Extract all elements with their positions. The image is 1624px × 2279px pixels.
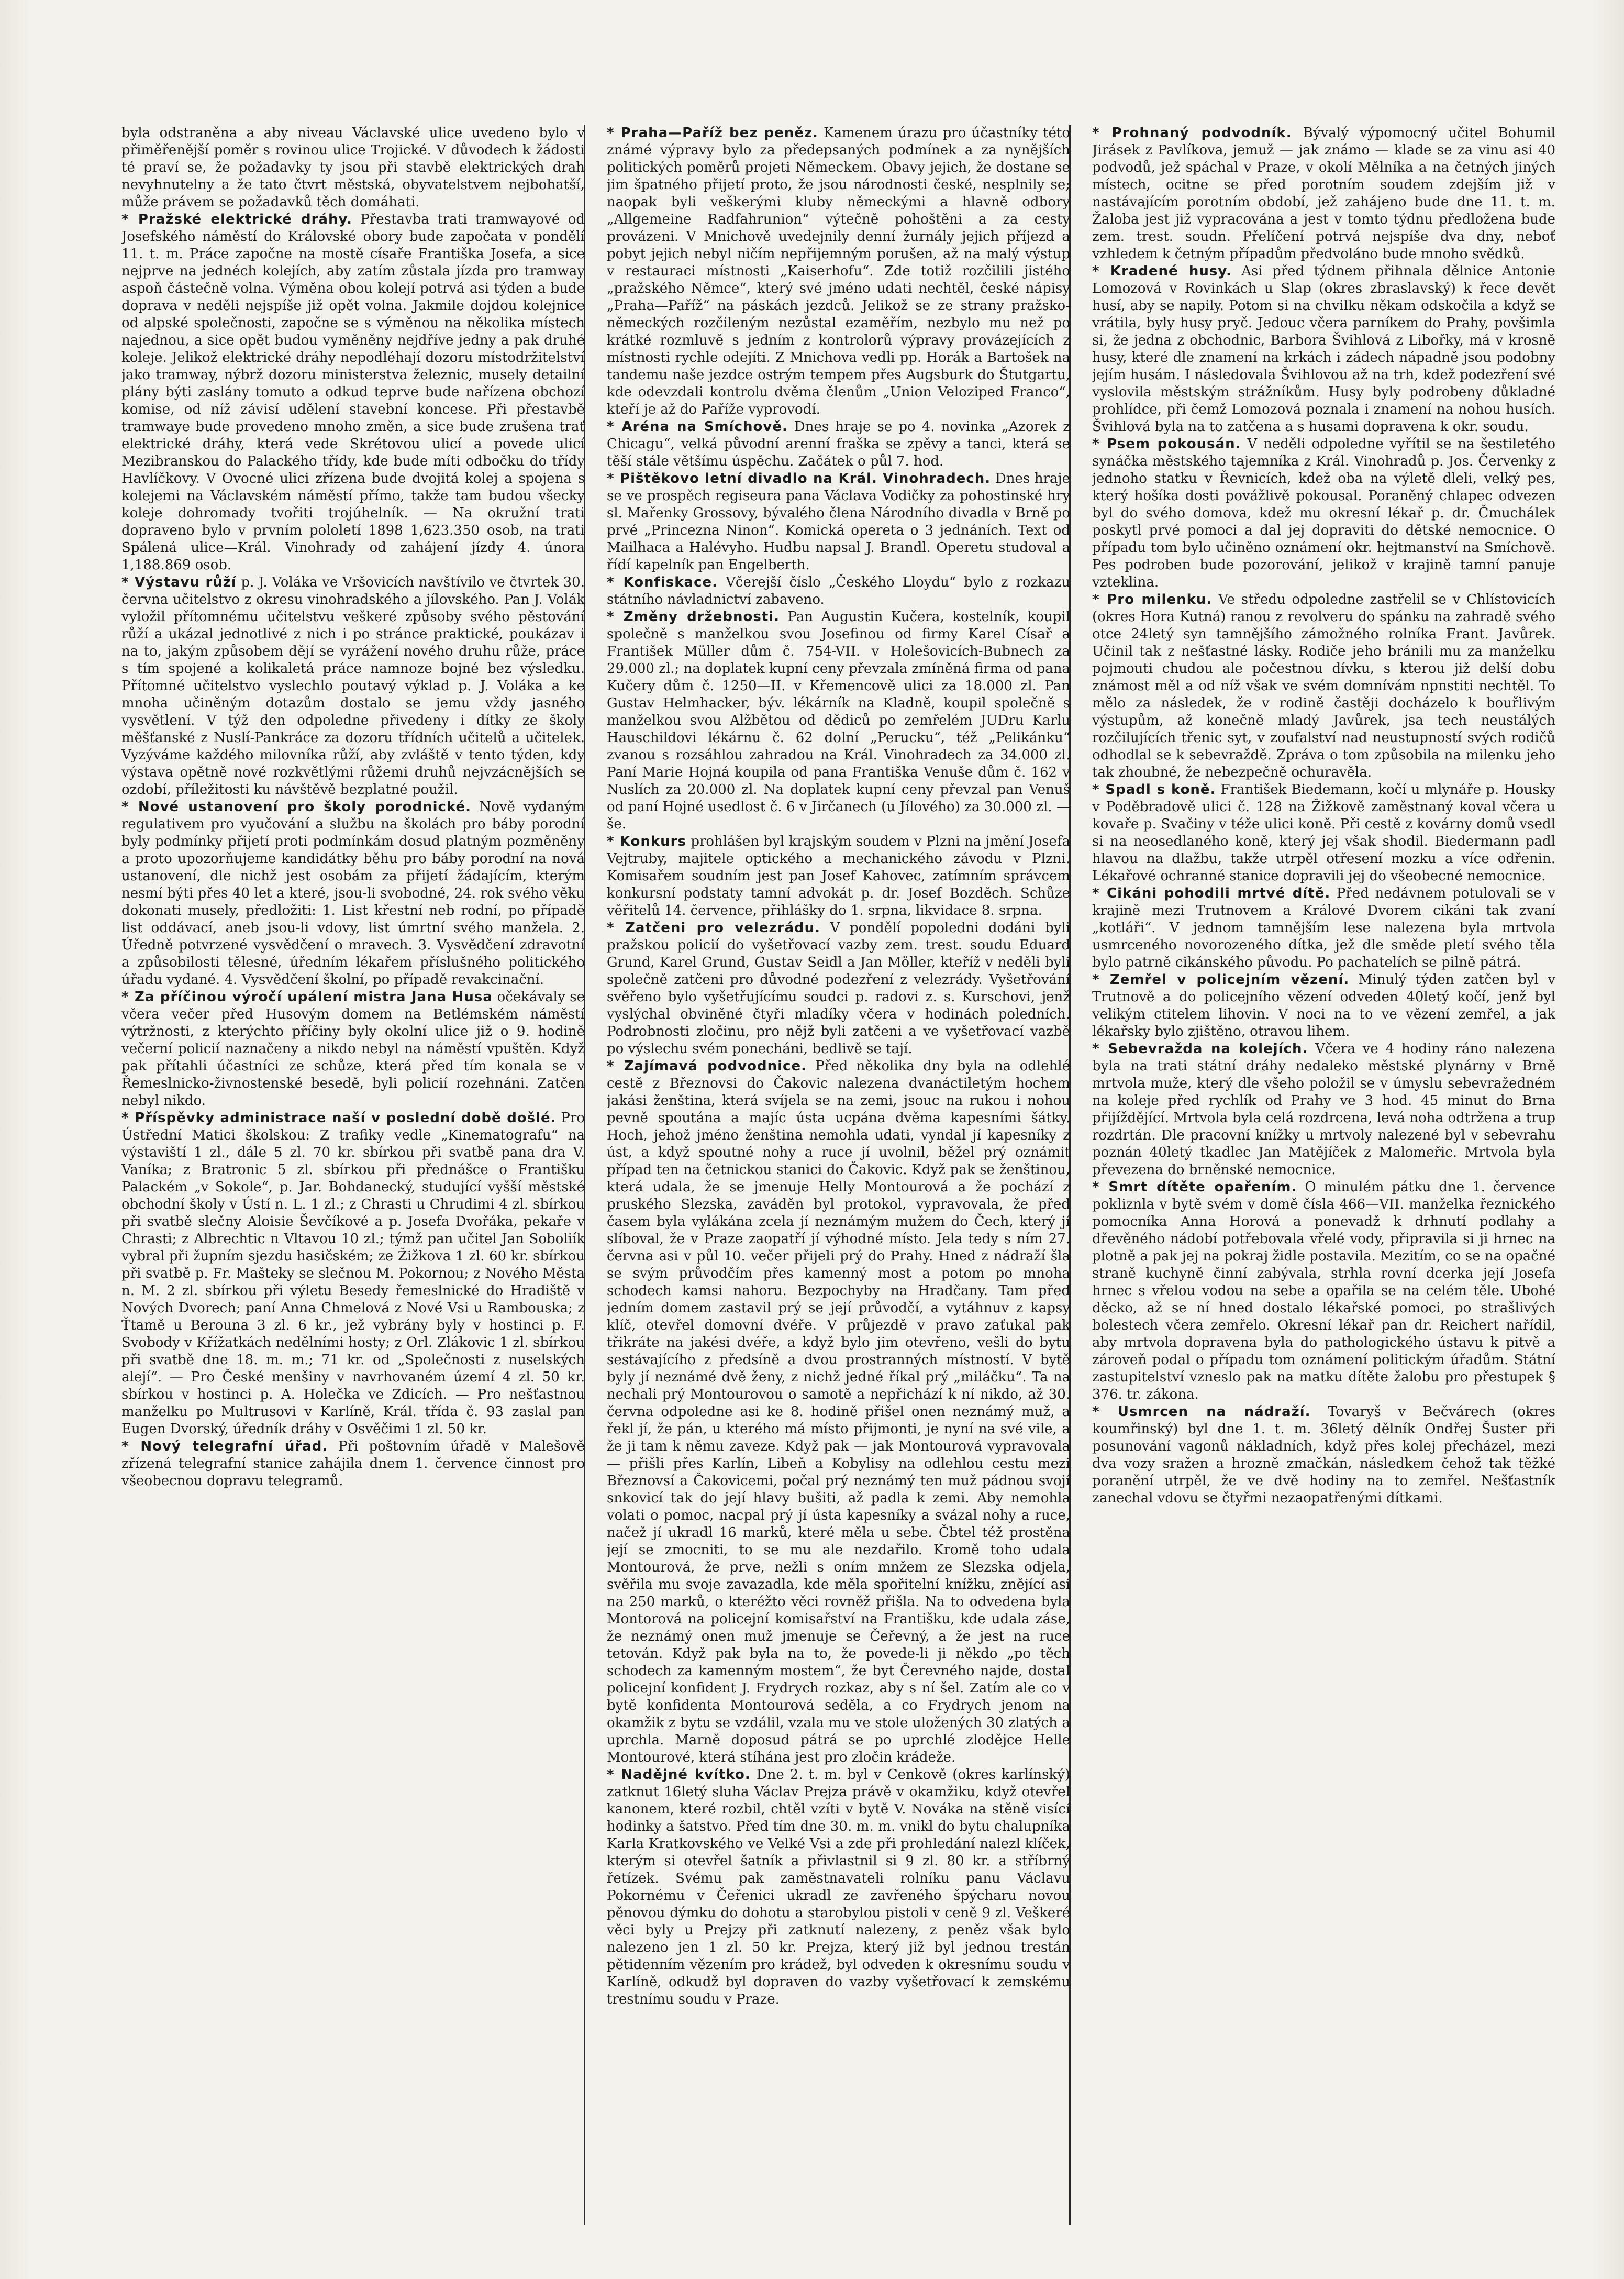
article-heading: * Konfiskace. xyxy=(607,574,718,590)
article-body: byla odstraněna a aby niveau Václavské ulice uvedeno bylo v přiměřenější poměr s rovinou ulice Trojické. V důvodech k žádosti té praví se, že požadavky ty jsou při stavbě elektrických drah nevyhnutelny a že tato čtvrt městská, obyvatelstvem nejbohatší, může právem se požadavků těch domáhati. xyxy=(121,125,585,210)
article-body: Asi před týdnem přihnala dělnice Antonie Lomozová v Rovinkách u Slap (okres zbraslavský) k řece devět husí, aby se napily. Potom si na chvilku někam odskočila a když se vrátila, byly husy pryč. Jedouc včera parníkem do Prahy, povšimla si, že jedna z obchodnic, Barbora Švihlová z Libořky, má v krosně husy, které dle znamení na krkách i zádech nápadně jsou podobny jejím husám. I následovala Švihlovou až na trh, kdež podezření své vyslovila městským strážníkům. Husy byly podrobeny důkladné prohlídce, při čemž Lomozová poznala i znamení na nohou husích. Švihlová byla na to zatčena a s husami dopravena k okr. soudu. xyxy=(1092,263,1555,435)
column-right xyxy=(1092,125,1555,2230)
article-heading: * Pro milenku. xyxy=(1092,592,1213,607)
article-paragraph xyxy=(121,1438,585,1490)
column-left xyxy=(121,125,585,2230)
article-body: Kamenem úrazu pro účastníky této známé výpravy bylo za předepsaných podmínek a za nynějších politických poměrů projeti Německem. Obavy jejich, že dostane se jim špatného přijetí proto, že jsou národnosti české, nesplnily se; naopak byli veškerými kluby německými a hlavně odbory „Allgemeine Radfahrunion“ výtečně pohoštěni a za cesty provázeni. V Mnichově uvedejnily denní žurnály jejich příjezd a pobyt jejich nebyl ničím nepřijemným porušen, až na malý výstup v restauraci místnosti „Kaiserhofu“. Zde totiž rozčilili jistého „pražského Němce“, který své jméno udati nechtěl, české nápisy „Praha—Paříž“ na páskách jezdců. Jelikož se ze strany pražsko-německých rozčileným nezůstal ezaměřím, nezbylo mu než po krátké rozmluvě s jedním z kontrolorů výpravy provázejících z místnosti rychle odejíti. Z Mnichova vedli pp. Horák a Bartošek na tandemu naše jezdce ostrým tempem přes Augsburk do Štutgartu, kde odevzdali kontrolu dvěma členům „Union Veloziped Franco“, kteří je až do Paříže vyprovodí. xyxy=(607,125,1070,417)
article-body: očekávaly se včera večer před Husovým domem na Betlémském náměstí výtržnosti, z kterýchto příčiny byly okolní ulice již o 9. hodině večerní policií naznačeny a nikdo nebyl na náměstí vpuštěn. Když pak přítahli účastníci ze schůze, která před tím konala se v Řemeslnicko-živnostenské besedě, byli policií rozehnáni. Zatčen nebyl nikdo. xyxy=(121,989,585,1109)
article-body: Přestavba trati tramwayové od Josefského náměstí do Královské obory bude započata v pondělí 11. t. m. Práce započne na mostě císaře Františka Josefa, a sice nejprve na jednéch kolejích, aby zatím zůstala jízda pro tramway aspoň částečně volna. Výměna obou kolejí potrvá asi týden a bude doprava v neděli nejspíše již opět volna. Jakmile dojdou kolejnice od alpské společnosti, započne se s výměnou na několika místech najednou, a sice opět budou vyměněny nejdříve jedny a pak druhé koleje. Jelikož elektrické dráhy nepodléhají dozoru místodržitelství jako tramway, nýbrž dozoru ministerstva železnic, musely detailní plány býti zaslány tomuto a odkud teprve bude nařízena obchozí komise, od níž závisí udělení stavební koncese. Při přestavbě tramwaye bude provedeno mnoho změn, a sice bude zrušena trať elektrické dráhy, která vede Skrétovou ulicí a povede ulicí Mezibranskou do Palackého třídy, kde bude míti odbočku do třídy Havlíčkovy. V Ovocné ulici zřízena bude dvojitá kolej a spojena s kolejemi na Václavském náměstí přímo, takže tam budou všecky koleje dohromady tvořiti trojúhelník. — Na okružní trati dopraveno bylo v prvním pololetí 1898 1,623.350 osob, na trati Spálená ulice—Král. Vinohrady od zahájení jízdy 4. února 1,188.869 osob. xyxy=(121,212,585,573)
article-heading: * Smrt dítěte opařením. xyxy=(1092,1179,1297,1195)
article-paragraph xyxy=(607,1766,1070,2008)
article-body: V neděli odpoledne vyřítil se na šestiletého synáčka městského tajemníka z Král. Vinohradů p. Jos. Červenky z jednoho statku v Řevnicích, kdež oba na výletě dleli, velký pes, který hošíka dosti povážlivě pokousal. Poraněný chlapec odvezen byl do svého domova, kdež mu okresní lékař p. dr. Čmuchálek poskytl prvé pomoci a dal jej dopraviti do dětské nemocnice. O případu tom bylo učiněno oznámení okr. hejtmanství na Smíchově. Pes podroben bude pozorování, jelikož v krajině tamní panuje vzteklina. xyxy=(1092,436,1555,590)
article-body: p. J. Voláka ve Vršovicích navštívilo ve čtvrtek 30. června učitelstvo z okresu vinohradského a jílovského. Pan J. Volák vyložil přítomnému učitelstvu veškeré způsoby svého pěstování růží a ukázal jednotlivé z nich i po stránce praktické, poukázav i na to, jakým způsobem dějí se vyrážení nového druhu růže, práce s tím spojené a kolikaletá práce namnoze bojné bez výsledku. Přítomné učitelstvo vyslechlo poutavý výklad p. J. Voláka a ke mnoha učiněným dotazům dostalo se jemu vždy jasného vysvětlení. V týž den odpoledne přivedeny i dítky ze školy měšťanské z Nuslí-Pankráce za dozoru třídních učitelů a učitelek. Vyzýváme každého milovníka růží, aby zvláště v tento týden, kdy výstava opětně nové rozkvětlými růžemi druhů nejvzácnějších se ozdobí, příležitosti ku návštěvě bezplatné použil. xyxy=(121,574,585,798)
article-paragraph xyxy=(607,574,1070,609)
article-heading: * Sebevražda na kolejích. xyxy=(1092,1041,1308,1057)
article-paragraph xyxy=(1092,436,1555,591)
article-paragraph xyxy=(121,574,585,799)
article-paragraph xyxy=(1092,1403,1555,1507)
article-body: Nově vydaným regulativem pro vyučování a službu na školách pro báby porodní byly podmínky přijetí proti podmínkám dosud platným pozměněny a proto upozorňujeme kandidátky běhu pro báby porodní na nová ustanovení, dle nichž jest osobám za přijetí žádajícím, kterým nesmí býti přes 40 let a které, jsou-li svobodné, 24. rok svého věku dokonati musely, předložiti: 1. List křestní neb rodní, po případě list oddávací, aneb jsou-li vdovy, list úmrtní svého manžela. 2. Úředně potvrzené vysvědčení o mravech. 3. Vysvědčení zdravotní a způsobilosti tělesné, úředním lékařem příslušného politického úřadu vydané. 4. Vysvědčení školní, po případě revakcinační. xyxy=(121,799,585,988)
article-paragraph xyxy=(121,211,585,574)
article-paragraph xyxy=(1092,971,1555,1041)
article-heading: * Změny držebnosti. xyxy=(607,609,780,625)
article-paragraph xyxy=(607,833,1070,920)
article-paragraph xyxy=(1092,591,1555,781)
article-paragraph xyxy=(1092,125,1555,263)
article-heading: * Zatčeni pro velezrádu. xyxy=(607,920,820,936)
article-body: Při poštovním úřadě v Malešově zřízená telegrafní stanice zahájila dnem 1. července činnost pro všeobecnou dopravu telegramů. xyxy=(121,1439,585,1489)
article-heading: * Pražské elektrické dráhy. xyxy=(121,212,352,227)
article-body: Minulý týden zatčen byl v Trutnově a do policejního vězení odveden 40letý kočí, jenž byl velikým ctitelem lihovin. V noci na to ve vězení zemřel, a jak lékařsky bylo zjištěno, otravou lihem. xyxy=(1092,972,1555,1039)
article-body: Včera ve 4 hodiny ráno nalezena byla na trati státní dráhy nedaleko městské plynárny v Brně mrtvola muže, který dle všeho položil se v úmyslu sebevražedném na koleje před rychlík od Prahy ve 3 hod. 45 minut do Brna přijíždějící. Mrtvola byla celá rozdrcena, levá noha odtržena a trup rozdrtán. Dle pracovní knížky u mrtvoly nalezené byl v sebevrahu poznán 40letý tkadlec Jan Matějíček z Malomeřic. Mrtvola byla převezena do brněnské nemocnice. xyxy=(1092,1041,1555,1178)
article-paragraph xyxy=(1092,885,1555,971)
article-body: Ve středu odpoledne zastřelil se v Chlístovicích (okres Hora Kutná) ranou z revolveru do spánku na zahradě svého otce 24letý syn tamnějšího zámožného rolníka Frant. Javůrek. Učinil tak z nešťastné lásky. Rodiče jeho bránili mu za manželku pojmouti chudou ale počestnou dívku, s kterou již delší dobu známost měl a od níž však ve svém domnívám npnstiti nechtěl. To mělo za následek, že v rodině častěji docházelo k bouřlivým výstupům, až konečně mladý Javůrek, jsa tech neustálých rozčilujících třenic syt, v zoufalství nad neustupností svých rodičů odhodlal se k sebevraždě. Zpráva o tom způsobila na milenku jeho tak zhoubné, že nebezpečně ochuravěla. xyxy=(1092,592,1555,780)
article-heading: * Výstavu růží xyxy=(121,574,237,590)
article-heading: * Příspěvky administrace naší v poslední době došlé. xyxy=(121,1110,557,1126)
article-paragraph xyxy=(607,418,1070,470)
article-paragraph xyxy=(121,799,585,989)
article-body: Dnes hraje se po 4. novinka „Azorek z Chicagu“, velká původní arenní fraška se zpěvy a tanci, která se těší stále většímu úspěchu. Začátek o půl 7. hod. xyxy=(607,419,1070,469)
article-paragraph xyxy=(607,609,1070,833)
article-heading: * Nový telegrafní úřad. xyxy=(121,1439,328,1454)
article-body: Před nedávnem potulovali se v krajině mezi Trutnovem a Králové Dvorem cikáni tak zvaní „kotláři“. V jednom tamnějším lese nalezena byla mrtvola usmrceného novorozeného dítka, jež dle směde pletí svého těla bylo patrně cikánského původu. Po pachatelích se pilně pátrá. xyxy=(1092,886,1555,970)
article-heading: * Aréna na Smíchově. xyxy=(607,419,788,435)
article-body: Před několika dny byla na odlehlé cestě z Březnovsi do Čakovic nalezena dvanáctiletým hochem jakási ženština, která svíjela se na zemi, jsouc na rukou i nohou pevně spoutána a majíc ústa ucpána dvěma kapesními šátky. Hoch, jehož jméno ženština nemohla udati, vyndal jí kapesníky z úst, a když spoutné nohy a ruce jí uvolnil, běžel prý oznámit případ ten na četnickou stanici do Čakovic. Když pak se ženštinou, která udala, že se jmenuje Helly Montourová a že pochází z pruského Slezska, zaváděn byl protokol, vypravovala, že před časem byla vylákána zcela jí neznámým mužem do Čech, který jí slíboval, že v Praze zaopatří jí výhodné místo. Jela tedy s ním 27. června asi v půl 10. večer přijeli prý do Prahy. Hned z nádraží šla se svým průvodčím přes kamenný most a potom po mnoha schodech kamsi nahoru. Bezpochyby na Hradčany. Tam před jedním domem zastavil prý se její průvodčí, a vytáhnuv z kapsy klíč, otevřel domovní dvéře. V průjezdě v pravo zaťukal pak třikráte na jakési dvéře, a když bylo jim otevřeno, vešli do bytu sestávajícího z předsíně a dvou prostranných místností. V bytě byly jí neznámé dvě ženy, z nichž jedné říkal prý „miláčku“. Ta na nechali prý Montourovou o samotě a nepřichází k ní nikdo, až 30. června odpoledne asi ke 8. hodině přišel onen neznámý muž, a řekl jí, že pán, u kterého má místo přijmonti, je nyní na své vile, a že ji tam k němu zaveze. Když pak — jak Montourová vypravovala — přišli přes Karlín, Libeň a Kobylisy na odlehlou cestu mezi Březnovsí a Čakovicemi, počal prý neznámý ten muž pádnou svojí snkovicí tak do její hlavy bušiti, až padla k zemi. Aby nemohla volati o pomoc, nacpal prý jí ústa kapesníky a svázal nohy a ruce, načež jí ukradl 16 marků, které měla u sebe. Čbtel též prostěna její se zmocniti, to se mu ale nezdařilo. Kromě toho udala Montourová, že prve, nežli s oním mnžem ze Slezska odjela, svěřila mu svoje zavazadla, kde měla spořitelní knížku, znějící asi na 250 marků, o kteréžto věci rovněž přišla. Na to odvedena byla Montorová na policejní komisařství na Františku, kde udala záse, že neznámý onen muž jmenuje se Čeřevný, a že jest na ruce tetován. Když pak byla na to, že povede-li ji někdo „po těch schodech za kamenným mostem“, že byt Čerevného najde, dostal policejní konfident J. Frydrych rozkaz, aby s ní šel. Zatím ale co v bytě konfidenta Montourová seděla, a co Frydrych jenom na okamžik z bytu se vzdálil, vzala mu ve stole uložených 30 zlatých a uprchla. Marně doposud pátrá se po uprchlé zlodějce Helle Montourové, která stíhána jest pro zločin krádeže. xyxy=(607,1058,1070,1765)
article-heading: * Nové ustanovení pro školy porodnické. xyxy=(121,799,472,815)
article-body: Dne 2. t. m. byl v Cenkově (okres karlínský) zatknut 16letý sluha Václav Prejza právě v okamžiku, když otevřel kanonem, které rozbil, chtěl vzíti v bytě V. Nováka na stěně visící hodinky a šatstvo. Před tím dne 30. m. m. vnikl do bytu chalupníka Karla Kratkovského ve Velké Vsi a zde při prohledání nalezl klíček, kterým si otevřel šatník a přivlastnil si 9 zl. 80 kr. a stříbrný řetízek. Svému pak zaměstnavateli rolníku panu Václavu Pokornému v Čeřenici ukradl ze zavřeného špýcharu novou pěnovou dýmku do dohotu a starobylou pistoli v ceně 9 zl. Veškeré věci byly u Prejzy při zatknutí nalezeny, z peněz však bylo nalezeno jen 1 zl. 50 kr. Prejza, který již byl jednou trestán pětidenním vězením pro krádež, byl odveden k okresnímu soudu v Karlíně, odkudž byl dopraven do vazby vyšetřovací k zemskému trestnímu soudu v Praze. xyxy=(607,1767,1070,2007)
article-paragraph xyxy=(1092,1041,1555,1179)
article-body: Pro Ústřední Matici školskou: Z trafiky vedle „Kinematografu“ na výstaviští 1 zl., dále 5 zl. 70 kr. sbírkou při svatbě pana dra V. Vaníka; z Bratronic 5 zl. sbírkou při přednášce o Františku Palackém „v Sokole“, p. Jar. Bohdanecký, studující vyšší městské obchodní školy v Ústí n. L. 1 zl.; z Chrasti u Chrudimi 4 zl. sbírkou při svatbě slečny Aloisie Ševčíkové a p. Josefa Dvořáka, pekaře v Chrasti; z Albrechtic n Vltavou 10 zl.; týmž pan učitel Jan Soboliík vybral při župním sjezdu hasičském; ze Žižkova 1 zl. 60 kr. sbírkou při svatbě p. Fr. Mašteky se slečnou M. Pokornou; z Nového Města n. M. 2 zl. sbírkou při výletu Besedy řemeslnické do Hradiště v Nových Dvorech; paní Anna Chmelová z Nové Vsi u Rambouska; z Ťtamě u Berouna 3 zl. 6 kr., jež vybrány byly v hostinci p. F. Svobody v Křížatkách nedělními hosty; z Orl. Zlákovic 1 zl. sbírkou při svatbě dne 18. m. m.; 71 kr. od „Společnosti z nuselských alejí“. — Pro České menšiny v navrhovaném území 4 zl. 50 kr. sbírkou v hostinci p. A. Holečka ve Zdicích. — Pro nešťastnou manželku po Multrusovi v Karlíně, Král. třída č. 93 zaslal pan Eugen Dvorský, úředník dráhy v Osvěčimi 1 zl. 50 kr. xyxy=(121,1110,585,1437)
article-heading: * Usmrcen na nádraží. xyxy=(1092,1404,1311,1420)
article-body: O minulém pátku dne 1. července pokliznla v bytě svém v domě čísla 466—VII. manželka řeznického pomocníka Anna Horová a ponevadž k drhnutí podlahy a dřevěného nádobí potřebovala vřelé vody, připravila si ji hrnec na plotně a pak jej na pokraj židle postavila. Mezitím, co se na opačné straně kuchyně činní zabývala, strhla rovní dcerka její Josefa hrnec s vřelou vodou na sebe a opařila se na celém těle. Ubohé děcko, až se ní hned dostalo lékařské pomoci, po strašlivých bolestech včera zemřelo. Okresní lékař pan dr. Reichert nařídil, aby mrtvola dopravena byla do pathologického ústavu k pitvě a zároveň podal o případu tom oznámení politickým úřadům. Státní zastupitelství vzneslo pak na matku dítěte žalobu pro přestupek § 376. tr. zákona. xyxy=(1092,1179,1555,1402)
column-middle xyxy=(607,125,1070,2230)
article-paragraph xyxy=(1092,781,1555,885)
article-body: Pan Augustin Kučera, kostelník, koupil společně s manželkou svou Josefinou od firmy Karel Císař a František Müller dům č. 754-VII. v Holešovicích-Bubnech za 29.000 zl.; na doplatek kupní ceny převzala zmíněná firma od pana Kučery dům č. 1250—II. v Křemencově ulici za 18.000 zl. Pan Gustav Helmhacker, býv. lékárník na Kladně, koupil společně s manželkou svou Alžbětou od dědiců po zemřelém JUDru Karlu Hauschildovi lékárnu č. 62 dolní „Perucku“, též „Pelikánku“ zvanou s rozsáhlou zahradou na Král. Vinohradech za 34.000 zl. Paní Marie Hojná koupila od pana Františka Venuše dům č. 162 v Nuslích za 20.000 zl. Na doplatek kupní ceny převzal pan Venuš od paní Hojné usedlost č. 6 v Jirčanech (u Jílového) za 30.000 zl. —še. xyxy=(607,609,1070,832)
article-heading: * Za příčinou výročí upálení mistra Jana Husa xyxy=(121,989,493,1005)
article-body: Včerejší číslo „Českého Lloydu“ bylo z rozkazu státního návladnictví zabaveno. xyxy=(607,574,1070,607)
article-body: Tovaryš v Bečvárech (okres koumřinský) byl dne 1. t. m. 36letý dělník Ondřej Šuster při posunování vagonů nákladních, když přes kolej přecházel, mezi dva vozy sražen a hrozně zmačkán, následkem čehož tak těžké poranění utrpěl, že ve dvě hodiny na to zemřel. Nešťastník zanechal vdovu se čtyřmi nezaopatřenými dítkami. xyxy=(1092,1404,1555,1506)
article-paragraph xyxy=(607,920,1070,1058)
article-heading: * Psem pokousán. xyxy=(1092,436,1241,452)
article-heading: * Spadl s koně. xyxy=(1092,782,1216,798)
article-paragraph xyxy=(1092,1179,1555,1403)
article-heading: * Pištěkovo letní divadlo na Král. Vinohradech. xyxy=(607,471,991,486)
article-body: František Biedemann, kočí u mlynáře p. Housky v Poděbradově ulici č. 128 na Žižkově zaměstnaný koval včera u kovaře p. Svačiny v téže ulici koně. Při cestě z kovárny domů vsedl si na neosedlaného koně, který jej však shodil. Biedermann padl hlavou na dlažbu, takže utrpěl otřesení mozku a více odřenin. Lékařové ochranné stanice dopravili jej do všeobecné nemocnice. xyxy=(1092,782,1555,884)
article-heading: * Zemřel v policejním vězení. xyxy=(1092,972,1350,988)
article-paragraph xyxy=(607,125,1070,418)
article-paragraph xyxy=(607,470,1070,574)
article-heading: * Praha—Paříž bez peněz. xyxy=(607,125,818,141)
article-columns xyxy=(121,125,1556,2230)
article-heading: * Zajímavá podvodnice. xyxy=(607,1058,807,1074)
article-paragraph xyxy=(121,1110,585,1438)
article-heading: * Prohnaný podvodník. xyxy=(1092,125,1292,141)
article-body: V pondělí popoledni dodáni byli pražskou policií do vyšetřovací vazby zem. trest. soudu Eduard Grund, Karel Grund, Gustav Seidl a Jan Möller, kteříž v neděli byli společně zatčeni pro důvodné podezření z velezrády. Vyšetřování svěřeno bylo vyšetřujícímu soudci p. radovi z. s. Kurschovi, jenž vyslýchal obviněné čtyři mladíky včera v hodinách poledních. Podrobnosti zločinu, pro nějž byli zatčeni a ve vyšetřovací vazbě po výslechu svém ponecháni, bedlivě se tají. xyxy=(607,920,1070,1057)
article-paragraph xyxy=(607,1058,1070,1766)
article-paragraph xyxy=(121,989,585,1110)
article-body: Bývalý výpomocný učitel Bohumil Jirásek z Pavlíkova, jemuž — jak známo — klade se za vinu asi 40 podvodů, jež spáchal v Praze, v okolí Mělníka a na četných jiných místech, ocitne se před porotním soudem zdejším již v nastávajícím porotním období, jež zahájeno bude dne 11. t. m. Žaloba jest již vypracována a jest v tomto týdnu předložena bude zem. trest. soudn. Přelíčení potrvá nejspíše dva dny, neboť vzhledem k četným případům předvoláno bude mnoho svědků. xyxy=(1092,125,1555,262)
article-heading: * Cikáni pohodili mrtvé dítě. xyxy=(1092,886,1331,901)
article-paragraph xyxy=(1092,263,1555,436)
article-body: prohlášen byl krajským soudem v Plzni na jmění Josefa Vejtruby, majitele optického a mechanického závodu v Plzni. Komisařem soudním jest pan Josef Kahovec, zatímním správcem konkursní podstaty tamní advokát p. dr. Josef Bozděch. Schůze věřitelů 14. července, přihlášky do 1. srpna, likvidace 8. srpna. xyxy=(607,834,1070,919)
article-body: Dnes hraje se ve prospěch regiseura pana Václava Vodičky za pohostinské hry sl. Mařenky Grossovy, bývalého člena Národního divadla v Brně po prvé „Princezna Ninon“. Komická opereta o 3 jednáních. Text od Mailhaca a Halévyho. Hudbu napsal J. Brandl. Operetu studoval a řídí kapelník pan Engelberth. xyxy=(607,471,1070,573)
article-heading: * Kradené husy. xyxy=(1092,263,1232,279)
article-paragraph xyxy=(121,125,585,211)
article-heading: * Nadějné kvítko. xyxy=(607,1767,751,1783)
article-heading: * Konkurs xyxy=(607,834,686,849)
